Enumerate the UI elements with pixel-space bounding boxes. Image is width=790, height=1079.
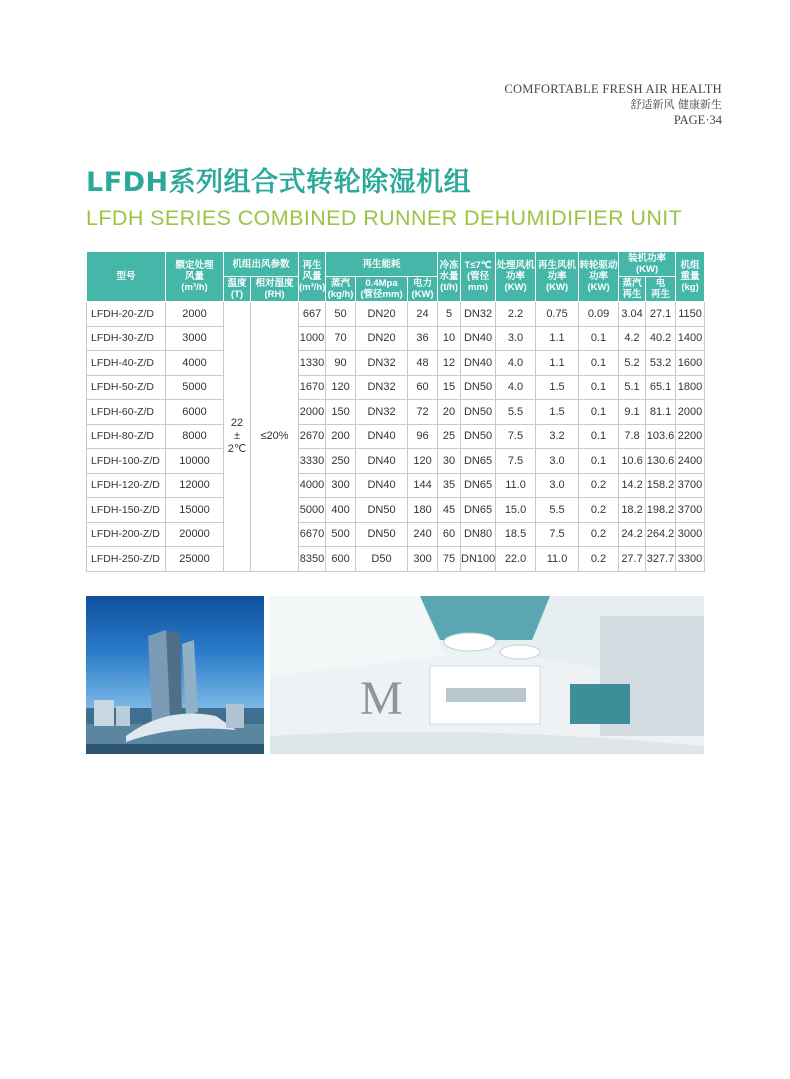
table-cell: DN80	[461, 522, 496, 547]
table-cell: LFDH-20-Z/D	[87, 302, 166, 327]
th-steam-pipe: 0.4Mpa (管径mm)	[356, 277, 408, 302]
table-cell: 8000	[166, 424, 224, 449]
table-cell: 4000	[299, 473, 326, 498]
table-cell: 20	[438, 400, 461, 425]
table-cell: 3.0	[496, 326, 536, 351]
th-cooling-water: 冷冻 水量 (t/h)	[438, 252, 461, 302]
th-elec-regen: 电 再生	[646, 277, 676, 302]
table-cell: 11.0	[496, 473, 536, 498]
table-cell: 18.2	[619, 498, 646, 523]
table-cell: 35	[438, 473, 461, 498]
table-cell: 12	[438, 351, 461, 376]
table-row	[87, 326, 705, 351]
th-outlet-params: 机组出风参数	[224, 252, 299, 277]
table-cell: LFDH-80-Z/D	[87, 424, 166, 449]
table-cell: 36	[408, 326, 438, 351]
table-cell: 2000	[166, 302, 224, 327]
table-cell: 7.5	[536, 522, 579, 547]
table-row	[87, 375, 705, 400]
table-cell: DN40	[461, 351, 496, 376]
table-row	[87, 547, 705, 572]
table-cell: 70	[326, 326, 356, 351]
table-cell: LFDH-100-Z/D	[87, 449, 166, 474]
table-cell: 0.75	[536, 302, 579, 327]
table-cell: 27.7	[619, 547, 646, 572]
table-cell: LFDH-250-Z/D	[87, 547, 166, 572]
th-installed-power: 装机功率 (KW)	[619, 252, 676, 277]
table-cell: 3.2	[536, 424, 579, 449]
th-rotor-drive: 转轮驱动 功率 (KW)	[579, 252, 619, 302]
table-cell: 2.2	[496, 302, 536, 327]
table-cell: DN50	[356, 522, 408, 547]
th-rated-air: 额定处理 风量 (m³/h)	[166, 252, 224, 302]
table-cell: 0.1	[579, 449, 619, 474]
table-cell: 18.5	[496, 522, 536, 547]
table-row	[87, 302, 705, 327]
title-chinese: LFDH系列组合式转轮除湿机组	[86, 167, 472, 198]
table-cell: 96	[408, 424, 438, 449]
table-cell: 150	[326, 400, 356, 425]
table-row	[87, 351, 705, 376]
table-cell: 5000	[166, 375, 224, 400]
operating-room-illustration	[270, 596, 704, 754]
table-cell: 0.09	[579, 302, 619, 327]
th-steam-regen: 蒸汽 再生	[619, 277, 646, 302]
table-cell: 5.5	[496, 400, 536, 425]
table-cell: 1000	[299, 326, 326, 351]
table-cell: 0.1	[579, 375, 619, 400]
table-cell: DN50	[461, 375, 496, 400]
table-cell: 60	[438, 522, 461, 547]
table-row	[87, 473, 705, 498]
table-cell: 1.1	[536, 351, 579, 376]
table-cell: DN40	[356, 473, 408, 498]
table-cell: 53.2	[646, 351, 676, 376]
table-cell: 45	[438, 498, 461, 523]
table-cell: 0.1	[579, 400, 619, 425]
table-cell: 1.5	[536, 400, 579, 425]
table-cell: 22.0	[496, 547, 536, 572]
table-cell: 1330	[299, 351, 326, 376]
table-cell: 264.2	[646, 522, 676, 547]
th-regen-fan: 再生风机 功率 (KW)	[536, 252, 579, 302]
table-cell: 2400	[676, 449, 705, 474]
th-regen-energy: 再生能耗	[326, 252, 438, 277]
outlet-temp-cell: 22 ± 2℃	[224, 302, 251, 572]
table-cell: 4.2	[619, 326, 646, 351]
table-cell: 3700	[676, 473, 705, 498]
table-cell: 48	[408, 351, 438, 376]
table-cell: 400	[326, 498, 356, 523]
table-cell: 200	[326, 424, 356, 449]
table-cell: DN20	[356, 302, 408, 327]
table-cell: 25	[438, 424, 461, 449]
table-cell: 15	[438, 375, 461, 400]
table-cell: 1150	[676, 302, 705, 327]
table-row	[87, 449, 705, 474]
table-cell: 158.2	[646, 473, 676, 498]
table-cell: 40.2	[646, 326, 676, 351]
wall-letter-sign: M	[360, 672, 403, 725]
operating-room-photo	[270, 596, 704, 754]
table-cell: DN65	[461, 449, 496, 474]
table-cell: 3700	[676, 498, 705, 523]
table-cell: 0.2	[579, 547, 619, 572]
table-cell: 3300	[676, 547, 705, 572]
table-cell: 3330	[299, 449, 326, 474]
table-cell: 0.1	[579, 351, 619, 376]
table-cell: 14.2	[619, 473, 646, 498]
table-cell: 1600	[676, 351, 705, 376]
th-process-fan: 处理风机 功率 (KW)	[496, 252, 536, 302]
table-cell: DN100	[461, 547, 496, 572]
th-pipe: T≤7℃ (管径 mm)	[461, 252, 496, 302]
table-cell: 2000	[676, 400, 705, 425]
table-cell: LFDH-40-Z/D	[87, 351, 166, 376]
table-cell: 120	[326, 375, 356, 400]
table-cell: 20000	[166, 522, 224, 547]
table-cell: 7.5	[496, 449, 536, 474]
table-cell: 8350	[299, 547, 326, 572]
table-row	[87, 522, 705, 547]
table-cell: DN32	[356, 351, 408, 376]
building-illustration	[86, 596, 264, 754]
table-cell: 1800	[676, 375, 705, 400]
table-cell: 3000	[166, 326, 224, 351]
table-cell: 4.0	[496, 375, 536, 400]
table-cell: DN32	[461, 302, 496, 327]
table-cell: 250	[326, 449, 356, 474]
table-cell: 15.0	[496, 498, 536, 523]
table-cell: DN65	[461, 473, 496, 498]
table-row	[87, 498, 705, 523]
table-cell: DN50	[461, 400, 496, 425]
table-cell: 7.5	[496, 424, 536, 449]
table-cell: 2200	[676, 424, 705, 449]
table-cell: 2670	[299, 424, 326, 449]
table-cell: 90	[326, 351, 356, 376]
table-cell: 30	[438, 449, 461, 474]
table-cell: 180	[408, 498, 438, 523]
table-cell: 327.7	[646, 547, 676, 572]
table-cell: 11.0	[536, 547, 579, 572]
outlet-rh-cell: ≤20%	[251, 302, 299, 572]
table-cell: 5000	[299, 498, 326, 523]
table-cell: 500	[326, 522, 356, 547]
table-cell: 600	[326, 547, 356, 572]
table-cell: LFDH-30-Z/D	[87, 326, 166, 351]
table-cell: DN50	[356, 498, 408, 523]
building-photo	[86, 596, 264, 754]
table-cell: 7.8	[619, 424, 646, 449]
table-cell: 9.1	[619, 400, 646, 425]
table-cell: 4000	[166, 351, 224, 376]
th-model: 型号	[87, 252, 166, 302]
page-number: PAGE·34	[673, 113, 722, 127]
table-cell: DN32	[356, 400, 408, 425]
table-cell: 0.2	[579, 473, 619, 498]
table-cell: 1.5	[536, 375, 579, 400]
th-rh: 相对湿度 (RH)	[251, 277, 299, 302]
table-cell: 667	[299, 302, 326, 327]
table-cell: 198.2	[646, 498, 676, 523]
table-cell: 5.1	[619, 375, 646, 400]
table-cell: LFDH-50-Z/D	[87, 375, 166, 400]
table-cell: 3000	[676, 522, 705, 547]
table-cell: 2000	[299, 400, 326, 425]
table-cell: 103.6	[646, 424, 676, 449]
table-cell: 0.1	[579, 326, 619, 351]
table-cell: LFDH-120-Z/D	[87, 473, 166, 498]
table-cell: 0.2	[579, 522, 619, 547]
table-cell: 4.0	[496, 351, 536, 376]
table-cell: 1670	[299, 375, 326, 400]
th-steam: 蒸汽 (kg/h)	[326, 277, 356, 302]
table-cell: 3.0	[536, 473, 579, 498]
table-cell: 144	[408, 473, 438, 498]
table-cell: 24	[408, 302, 438, 327]
table-cell: 10.6	[619, 449, 646, 474]
table-cell: 15000	[166, 498, 224, 523]
table-cell: 10	[438, 326, 461, 351]
table-cell: LFDH-150-Z/D	[87, 498, 166, 523]
th-weight: 机组 重量 (kg)	[676, 252, 705, 302]
spec-table	[86, 251, 705, 572]
header-slogan-cn: 舒适新风 健康新生	[630, 98, 722, 111]
table-cell: 25000	[166, 547, 224, 572]
table-cell: DN40	[461, 326, 496, 351]
th-temp: 温度 (T)	[224, 277, 251, 302]
table-cell: 130.6	[646, 449, 676, 474]
table-cell: 3.04	[619, 302, 646, 327]
table-cell: 0.2	[579, 498, 619, 523]
table-cell: 120	[408, 449, 438, 474]
table-cell: 240	[408, 522, 438, 547]
table-cell: 1.1	[536, 326, 579, 351]
table-cell: DN40	[356, 449, 408, 474]
table-cell: 0.1	[579, 424, 619, 449]
table-cell: 6670	[299, 522, 326, 547]
table-cell: 3.0	[536, 449, 579, 474]
table-cell: 5.2	[619, 351, 646, 376]
th-power: 电力 (KW)	[408, 277, 438, 302]
title-english: LFDH SERIES COMBINED RUNNER DEHUMIDIFIER UNIT	[86, 206, 683, 230]
table-cell: 300	[326, 473, 356, 498]
table-cell: 5.5	[536, 498, 579, 523]
table-row	[87, 400, 705, 425]
table-cell: 300	[408, 547, 438, 572]
table-row	[87, 424, 705, 449]
table-cell: 12000	[166, 473, 224, 498]
table-cell: D50	[356, 547, 408, 572]
table-cell: LFDH-60-Z/D	[87, 400, 166, 425]
table-cell: 24.2	[619, 522, 646, 547]
table-cell: DN20	[356, 326, 408, 351]
table-cell: 65.1	[646, 375, 676, 400]
page-header	[504, 82, 722, 128]
table-cell: 60	[408, 375, 438, 400]
table-cell: 81.1	[646, 400, 676, 425]
table-cell: DN40	[356, 424, 408, 449]
table-cell: DN50	[461, 424, 496, 449]
table-cell: 10000	[166, 449, 224, 474]
table-cell: 27.1	[646, 302, 676, 327]
table-cell: 50	[326, 302, 356, 327]
table-cell: 72	[408, 400, 438, 425]
table-cell: 6000	[166, 400, 224, 425]
table-cell: DN65	[461, 498, 496, 523]
table-cell: DN32	[356, 375, 408, 400]
table-cell: 5	[438, 302, 461, 327]
header-slogan-en: COMFORTABLE FRESH AIR HEALTH	[504, 82, 722, 96]
th-regen-air: 再生 风量 (m³/h)	[299, 252, 326, 302]
table-cell: 75	[438, 547, 461, 572]
table-cell: 1400	[676, 326, 705, 351]
table-cell: LFDH-200-Z/D	[87, 522, 166, 547]
